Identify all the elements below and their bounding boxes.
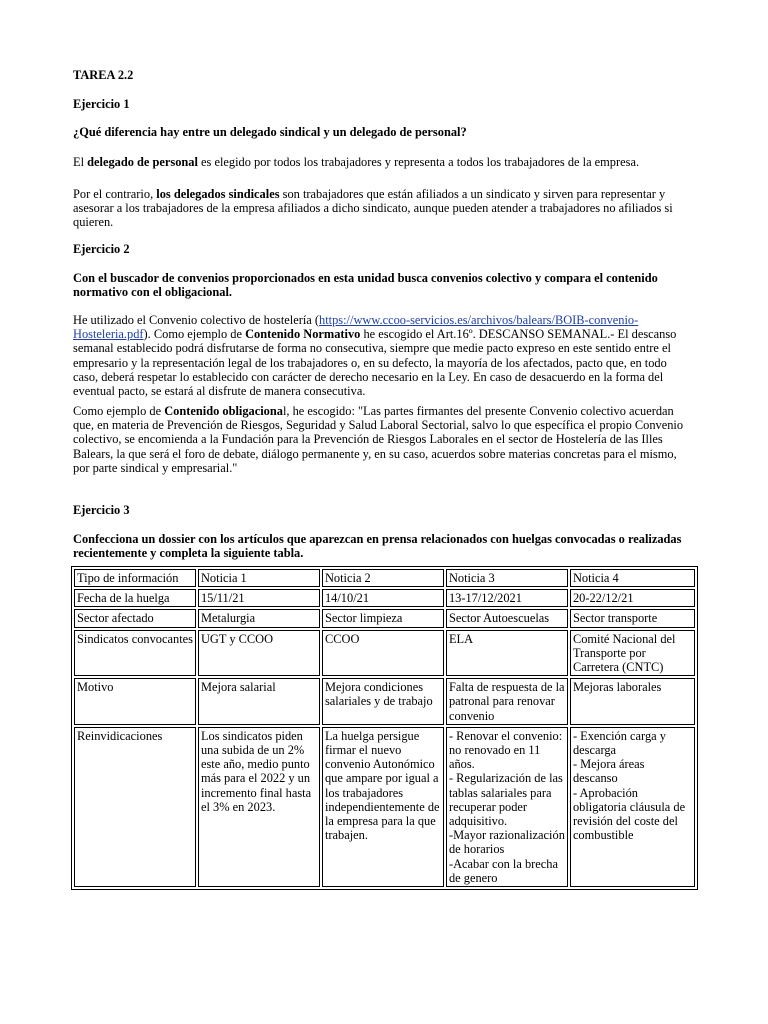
table-row-label: Sindicatos convocantes <box>74 630 196 677</box>
table-cell: 14/10/21 <box>322 589 444 607</box>
table-row-header-row <box>74 569 695 587</box>
table-cell: CCOO <box>322 630 444 677</box>
table-cell: 20-22/12/21 <box>570 589 695 607</box>
table-row-label: Motivo <box>74 678 196 725</box>
exercise-2-paragraph-1 <box>73 313 695 398</box>
text-run: ). Como ejemplo de <box>143 327 246 342</box>
table-cell: 13-17/12/2021 <box>446 589 568 607</box>
table-cell: Mejoras laborales <box>570 678 695 725</box>
term-delegado-personal: delegado de personal <box>87 155 198 169</box>
text-run: Por el contrario, <box>73 187 157 201</box>
exercise-2-question: Con el buscador de convenios proporcionados en esta unidad busca convenios colectivo y compara el contenido normativo con el obligacional. <box>73 271 658 300</box>
table-cell: Sector limpieza <box>322 609 444 627</box>
strikes-table-body <box>74 569 695 887</box>
table-cell: UGT y CCOO <box>198 630 320 677</box>
text-run: es elegido por todos los trabajadores y representa a todos los trabajadores de la empresa. <box>197 155 640 169</box>
exercise-2-paragraph-2 <box>73 404 695 475</box>
strikes-table <box>71 566 698 890</box>
table-cell: Los sindicatos piden una subida de un 2% este año, medio punto más para el 2022 y un incremento final hasta el 3% en 2023. <box>198 727 320 887</box>
table-cell: 15/11/21 <box>198 589 320 607</box>
table-cell: La huelga persigue firmar el nuevo convenio Autonómico que ampare por igual a los trabajadores independientemente de la empresa para la que trabajen. <box>322 727 444 887</box>
table-cell: Mejora condiciones salariales y de trabajo <box>322 678 444 725</box>
text-run: he escogido el Art.16º. DESCANSO SEMANAL.- El descanso semanal establecido podrá disfrutarse de forma no consecutiva, siempre que medie pacto expreso en este sentido entre el empresario y la representación legal de los trabajadores o, en su defecto, la mayoría de los afectados, pacto que, en todo caso, deberá respetar lo establecido con carácter de derecho necesario en la Ley. En caso de desacuerdo en la forma del eventual pacto, se estará al disfrute de manera consecutiva. <box>73 327 677 399</box>
table-cell: Noticia 3 <box>446 569 568 587</box>
text-run: l, he escogido: "Las partes firmantes del presente Convenio colectivo acuerdan que, en materia de Prevención de Riesgos, Seguridad y Salud Laboral Sectorial, salvo lo que específica el propio Convenio colectivo, se encomienda a la Fundación para la Prevención de Riesgos Laborales en el sector de Hostelería de las Illes Balears, la que será el foro de debate, diálogo permanente y, en su caso, acuerdos sobre materias concretas para el mismo, por parte sindical y empresarial." <box>73 404 684 475</box>
table-cell: Metalurgia <box>198 609 320 627</box>
convenio-pdf-link[interactable]: https://www.ccoo-servicios.es/archivos/balears/BOIB-convenio-Hosteleria.pdf <box>73 313 639 342</box>
text-run: Como ejemplo de <box>73 404 165 418</box>
table-row-reivindicaciones-row <box>74 727 695 887</box>
table-cell: Noticia 1 <box>198 569 320 587</box>
table-cell: Falta de respuesta de la patronal para renovar convenio <box>446 678 568 725</box>
table-cell: - Renovar el convenio: no renovado en 11 años. - Regularización de las tablas salariales para recuperar poder adquisitivo. -Mayor razionalización de horarios -Acabar con la brecha de genero <box>446 727 568 887</box>
exercise-1-question: ¿Qué diferencia hay entre un delegado sindical y un delegado de personal? <box>73 125 467 139</box>
exercise-3-heading: Ejercicio 3 <box>73 503 130 517</box>
table-cell: Mejora salarial <box>198 678 320 725</box>
table-row-fecha-row <box>74 589 695 607</box>
table-cell: Sector transporte <box>570 609 695 627</box>
table-row-label: Fecha de la huelga <box>74 589 196 607</box>
exercise-2-heading: Ejercicio 2 <box>73 242 130 256</box>
table-cell: Sector Autoescuelas <box>446 609 568 627</box>
table-row-sector-row <box>74 609 695 627</box>
table-cell: Comité Nacional del Transporte por Carretera (CNTC) <box>570 630 695 677</box>
table-cell: ELA <box>446 630 568 677</box>
exercise-3-question: Confecciona un dossier con los artículos que aparezcan en prensa relacionados con huelgas convocadas o realizadas recientemente y completa la siguiente tabla. <box>73 532 682 561</box>
table-cell: Noticia 2 <box>322 569 444 587</box>
exercise-1-heading: Ejercicio 1 <box>73 97 130 111</box>
table-row-motivo-row <box>74 678 695 725</box>
exercise-1-paragraph-2 <box>73 187 695 230</box>
exercise-1-paragraph-1 <box>73 155 695 169</box>
term-delegados-sindicales: los delegados sindicales <box>156 187 280 201</box>
table-row-label: Sector afectado <box>74 609 196 627</box>
term-contenido-normativo: Contenido Normativo <box>245 327 361 342</box>
table-row-sindicatos-row <box>74 630 695 677</box>
table-cell: Noticia 4 <box>570 569 695 587</box>
text-run: He utilizado el Convenio colectivo de hostelería ( <box>73 313 320 327</box>
term-contenido-obligacional: Contenido obligaciona <box>164 404 283 418</box>
text-run: El <box>73 155 88 169</box>
table-cell: - Exención carga y descarga - Mejora áreas descanso - Aprobación obligatoria cláusula de revisión del coste del combustible <box>570 727 695 887</box>
table-row-label: Reinvidicaciones <box>74 727 196 887</box>
task-title: TAREA 2.2 <box>73 68 134 82</box>
table-row-label: Tipo de información <box>74 569 196 587</box>
text-run: son trabajadores que están afiliados a un sindicato y sirven para representar y asesorar a los trabajadores de la empresa afiliados a dicho sindicato, aunque pueden atender a trabajadores no afiliados si quieren. <box>73 187 673 230</box>
